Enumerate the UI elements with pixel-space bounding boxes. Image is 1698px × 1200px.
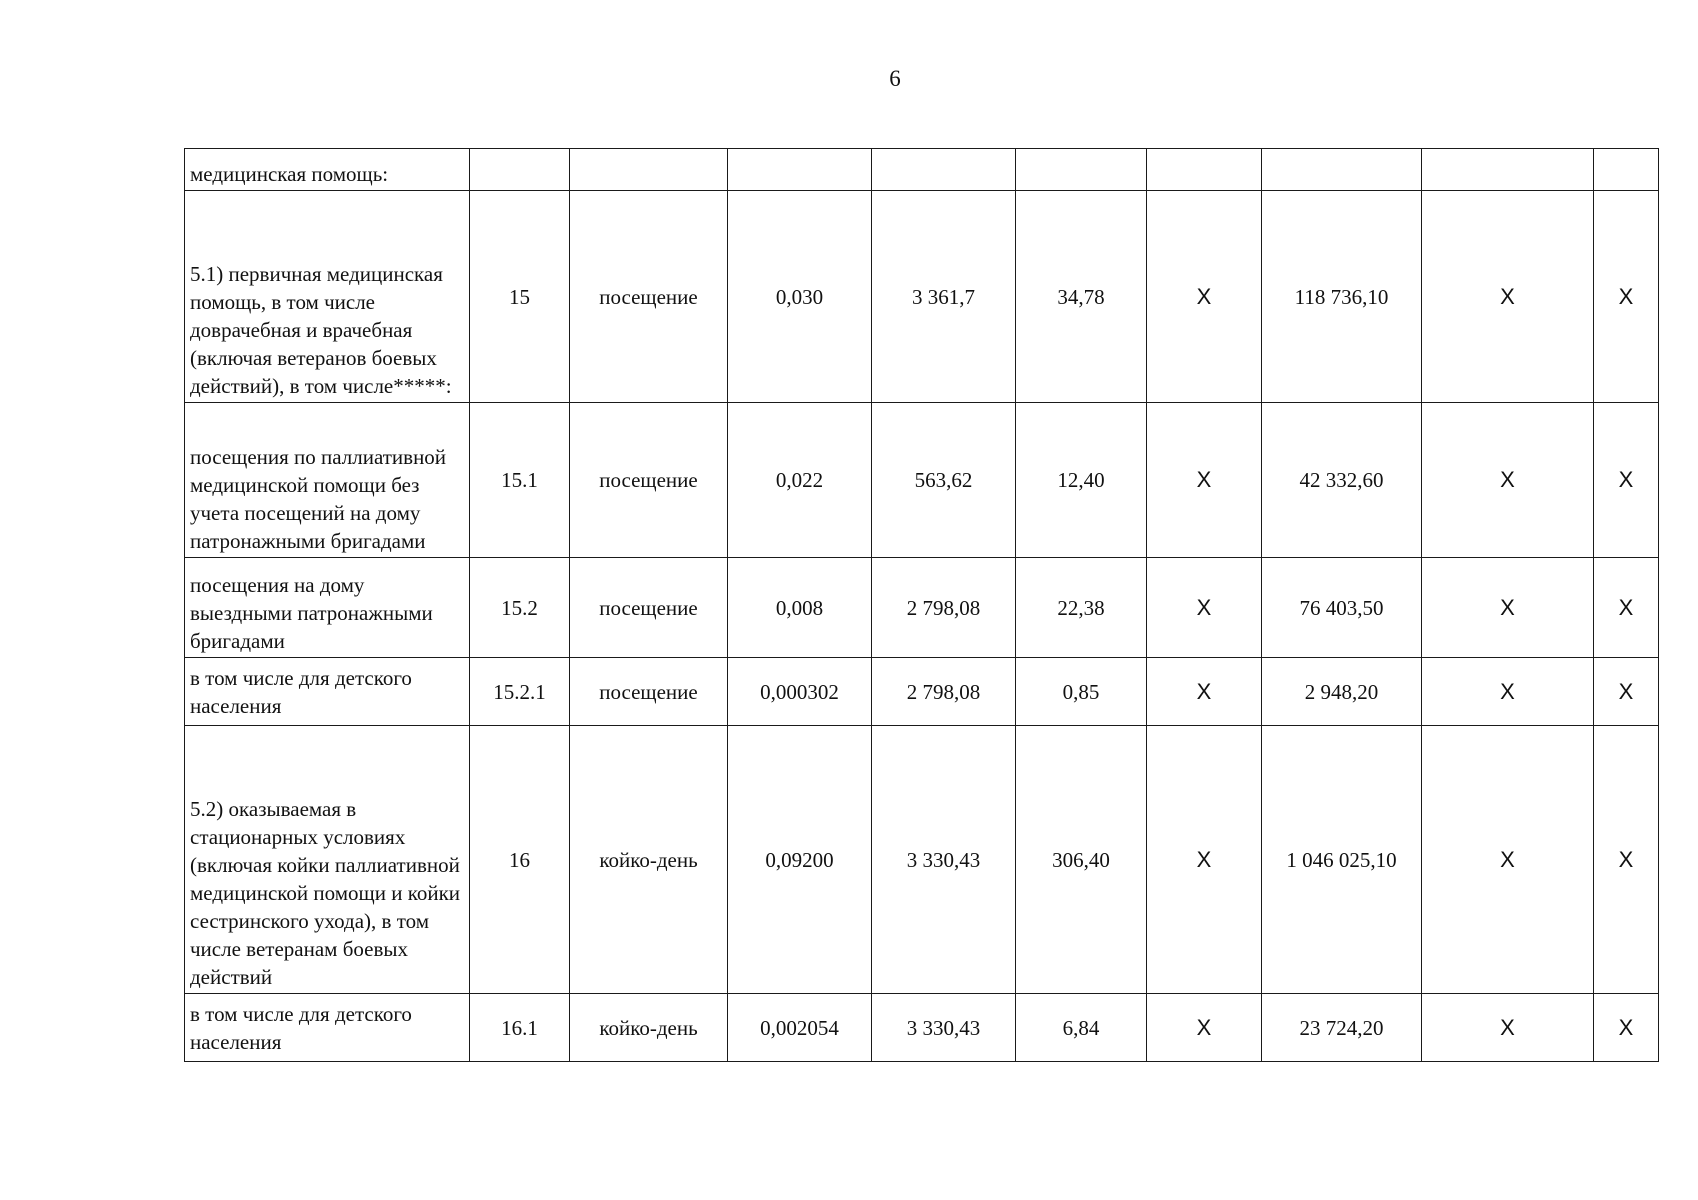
- row-name-cell: посещения по паллиативной медицинской помощи без учета посещений на дому патронажными бригадами: [185, 403, 470, 558]
- per-capita-cell: 306,40: [1016, 726, 1147, 994]
- total-cell: 42 332,60: [1262, 403, 1422, 558]
- x-cell: X: [1594, 726, 1659, 994]
- x-cell: X: [1422, 726, 1594, 994]
- x-cell: X: [1594, 658, 1659, 726]
- cost-cell: 2 798,08: [872, 558, 1016, 658]
- unit-cell: койко-день: [570, 726, 728, 994]
- per-capita-cell: 12,40: [1016, 403, 1147, 558]
- per-capita-cell: [1016, 149, 1147, 191]
- x-cell: X: [1422, 403, 1594, 558]
- x-cell: X: [1422, 994, 1594, 1062]
- x-cell: [1147, 149, 1262, 191]
- table-row: [185, 403, 1659, 558]
- table-row: [185, 149, 1659, 191]
- norm-cell: 0,008: [728, 558, 872, 658]
- unit-cell: посещение: [570, 558, 728, 658]
- total-cell: 23 724,20: [1262, 994, 1422, 1062]
- total-cell: 76 403,50: [1262, 558, 1422, 658]
- unit-cell: посещение: [570, 191, 728, 403]
- unit-cell: посещение: [570, 403, 728, 558]
- row-number-cell: 15.2.1: [470, 658, 570, 726]
- table-row: [185, 726, 1659, 994]
- table-row: [185, 558, 1659, 658]
- cost-cell: 3 330,43: [872, 994, 1016, 1062]
- per-capita-cell: 6,84: [1016, 994, 1147, 1062]
- x-cell: X: [1422, 558, 1594, 658]
- x-cell: X: [1147, 658, 1262, 726]
- x-cell: X: [1147, 558, 1262, 658]
- row-name-cell: в том числе для детского населения: [185, 994, 470, 1062]
- data-table: [184, 148, 1659, 1062]
- total-cell: [1262, 149, 1422, 191]
- row-number-cell: 15.2: [470, 558, 570, 658]
- norm-cell: 0,022: [728, 403, 872, 558]
- row-name-cell: 5.2) оказываемая в стационарных условиях (включая койки паллиативной медицинской помощи и койки сестринского ухода), в том числе ветеранам боевых действий: [185, 726, 470, 994]
- cost-cell: [872, 149, 1016, 191]
- total-cell: 1 046 025,10: [1262, 726, 1422, 994]
- total-cell: 118 736,10: [1262, 191, 1422, 403]
- x-cell: X: [1594, 994, 1659, 1062]
- x-cell: X: [1147, 994, 1262, 1062]
- table-row: [185, 191, 1659, 403]
- norm-cell: 0,030: [728, 191, 872, 403]
- norm-cell: 0,002054: [728, 994, 872, 1062]
- row-number-cell: 15.1: [470, 403, 570, 558]
- row-number-cell: 16: [470, 726, 570, 994]
- x-cell: X: [1594, 558, 1659, 658]
- per-capita-cell: 22,38: [1016, 558, 1147, 658]
- x-cell: X: [1594, 191, 1659, 403]
- row-number-cell: 15: [470, 191, 570, 403]
- row-name-cell: медицинская помощь:: [185, 149, 470, 191]
- row-number-cell: [470, 149, 570, 191]
- table-row: [185, 994, 1659, 1062]
- x-cell: [1422, 149, 1594, 191]
- unit-cell: посещение: [570, 658, 728, 726]
- per-capita-cell: 0,85: [1016, 658, 1147, 726]
- cost-cell: 563,62: [872, 403, 1016, 558]
- unit-cell: [570, 149, 728, 191]
- per-capita-cell: 34,78: [1016, 191, 1147, 403]
- x-cell: X: [1147, 191, 1262, 403]
- unit-cell: койко-день: [570, 994, 728, 1062]
- row-name-cell: в том числе для детского населения: [185, 658, 470, 726]
- cost-cell: 2 798,08: [872, 658, 1016, 726]
- x-cell: X: [1594, 403, 1659, 558]
- table-row: [185, 658, 1659, 726]
- row-name-cell: посещения на дому выездными патронажными бригадами: [185, 558, 470, 658]
- norm-cell: 0,000302: [728, 658, 872, 726]
- total-cell: 2 948,20: [1262, 658, 1422, 726]
- row-name-cell: 5.1) первичная медицинская помощь, в том числе доврачебная и врачебная (включая ветеранов боевых действий), в том числе*****:: [185, 191, 470, 403]
- cost-cell: 3 361,7: [872, 191, 1016, 403]
- x-cell: X: [1422, 191, 1594, 403]
- x-cell: X: [1422, 658, 1594, 726]
- x-cell: [1594, 149, 1659, 191]
- row-number-cell: 16.1: [470, 994, 570, 1062]
- norm-cell: 0,09200: [728, 726, 872, 994]
- x-cell: X: [1147, 726, 1262, 994]
- page-number: 6: [889, 66, 901, 91]
- x-cell: X: [1147, 403, 1262, 558]
- cost-cell: 3 330,43: [872, 726, 1016, 994]
- norm-cell: [728, 149, 872, 191]
